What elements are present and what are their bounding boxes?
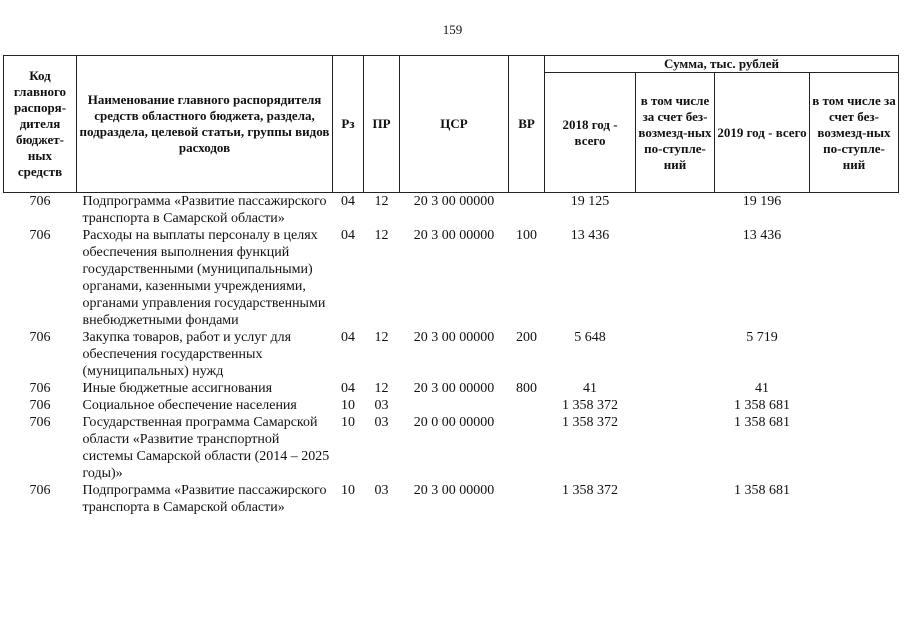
cell-csr: 20 3 00 00000 — [413, 228, 495, 243]
cell-2018-free — [636, 227, 715, 329]
cell-code: 706 — [29, 194, 51, 209]
cell-2018-total: 1 358 372 — [562, 415, 618, 430]
cell-2019-total: 1 358 681 — [734, 415, 790, 430]
cell-2019-free — [810, 397, 899, 414]
cell-2019-free — [810, 193, 899, 228]
cell-2018-free — [636, 193, 715, 228]
cell-2018-total: 41 — [583, 381, 597, 396]
cell-2018-total: 1 358 372 — [562, 483, 618, 498]
cell-name: Иные бюджетные ассигнования — [82, 381, 273, 396]
cell-rz: 10 — [341, 483, 355, 498]
cell-pr: 03 — [374, 483, 389, 498]
cell-csr: 20 3 00 00000 — [413, 194, 495, 209]
cell-csr: 20 3 00 00000 — [413, 381, 495, 396]
table-row — [4, 380, 899, 397]
table-row — [4, 397, 899, 414]
cell-name: Социальное обеспечение населения — [82, 398, 297, 413]
header-2019-total: 2019 год - всего — [715, 73, 810, 193]
cell-name: Государственная программа Самарской области «Развитие транспортной системы Самарской области (2014 – 2025 годы)» — [82, 415, 330, 481]
cell-2018-total: 1 358 372 — [562, 398, 618, 413]
cell-2019-free — [810, 414, 899, 482]
header-name: Наименование главного распорядителя средств областного бюджета, раздела, подраздела, целевой статьи, группы видов расходов — [77, 56, 333, 193]
cell-2019-free — [810, 482, 899, 516]
cell-vr — [509, 482, 545, 516]
cell-2018-free — [636, 397, 715, 414]
header-2018-free: в том числе за счет без-возмезд-ных по-ступле-ний — [636, 73, 715, 193]
header-vr: ВР — [509, 56, 545, 193]
cell-vr — [509, 193, 545, 228]
cell-2019-total: 19 196 — [742, 194, 782, 209]
table-row — [4, 227, 899, 329]
cell-vr: 800 — [516, 381, 537, 396]
cell-code: 706 — [29, 330, 51, 345]
cell-pr: 12 — [374, 381, 389, 396]
cell-2019-total: 1 358 681 — [734, 483, 790, 498]
cell-pr: 12 — [374, 330, 389, 345]
cell-rz: 04 — [341, 381, 355, 396]
header-rz: Рз — [333, 56, 364, 193]
header-csr: ЦСР — [400, 56, 509, 193]
cell-code: 706 — [29, 415, 51, 430]
cell-2019-free — [810, 329, 899, 380]
cell-rz: 04 — [341, 330, 355, 345]
cell-2018-total: 13 436 — [570, 228, 610, 243]
cell-name: Расходы на выплаты персоналу в целях обеспечения выполнения функций государственными (муниципальными) органами, казенными учреждениями, органами управления государственными внебюджетными фондами — [82, 228, 326, 328]
cell-2018-free — [636, 414, 715, 482]
table-header — [4, 56, 899, 193]
cell-csr: 20 3 00 00000 — [413, 483, 495, 498]
cell-code: 706 — [29, 483, 51, 498]
cell-pr: 12 — [374, 194, 389, 209]
header-sum-group: Сумма, тыс. рублей — [545, 56, 899, 73]
cell-vr — [509, 397, 545, 414]
cell-pr: 12 — [374, 228, 389, 243]
cell-rz: 04 — [341, 194, 355, 209]
cell-2019-free — [810, 227, 899, 329]
cell-2018-total: 5 648 — [574, 330, 606, 345]
header-2019-free: в том числе за счет без-возмезд-ных по-ступле-ний — [810, 73, 899, 193]
cell-name: Подпрограмма «Развитие пассажирского транспорта в Самарской области» — [82, 194, 327, 226]
cell-2019-total: 1 358 681 — [734, 398, 790, 413]
cell-vr — [509, 414, 545, 482]
cell-csr — [400, 397, 509, 414]
table-row — [4, 482, 899, 516]
cell-name: Подпрограмма «Развитие пассажирского транспорта в Самарской области» — [82, 483, 327, 515]
table-row — [4, 329, 899, 380]
table-row — [4, 414, 899, 482]
cell-code: 706 — [29, 398, 51, 413]
cell-2019-total: 5 719 — [746, 330, 778, 345]
cell-vr: 100 — [516, 228, 537, 243]
cell-csr: 20 3 00 00000 — [413, 330, 495, 345]
table-body — [4, 193, 899, 517]
cell-2018-free — [636, 482, 715, 516]
header-2018-total: 2018 год - всего — [545, 73, 636, 193]
cell-2019-total: 13 436 — [742, 228, 782, 243]
cell-vr: 200 — [516, 330, 537, 345]
cell-code: 706 — [29, 381, 51, 396]
page-number: 159 — [442, 22, 463, 37]
cell-rz: 10 — [341, 415, 355, 430]
table-row — [4, 193, 899, 228]
cell-name: Закупка товаров, работ и услуг для обеспечения государственных (муниципальных) нужд — [82, 330, 292, 379]
cell-rz: 04 — [341, 228, 355, 243]
cell-csr: 20 0 00 00000 — [413, 415, 495, 430]
cell-code: 706 — [29, 228, 51, 243]
cell-2018-total: 19 125 — [570, 194, 610, 209]
cell-2019-free — [810, 380, 899, 397]
cell-2018-free — [636, 380, 715, 397]
budget-table — [3, 55, 899, 516]
cell-2019-total: 41 — [755, 381, 769, 396]
cell-pr: 03 — [374, 398, 389, 413]
cell-rz: 10 — [341, 398, 355, 413]
cell-2018-free — [636, 329, 715, 380]
header-code: Код главного распоря-дителя бюджет-ных средств — [4, 56, 77, 193]
header-pr: ПР — [364, 56, 400, 193]
cell-pr: 03 — [374, 415, 389, 430]
